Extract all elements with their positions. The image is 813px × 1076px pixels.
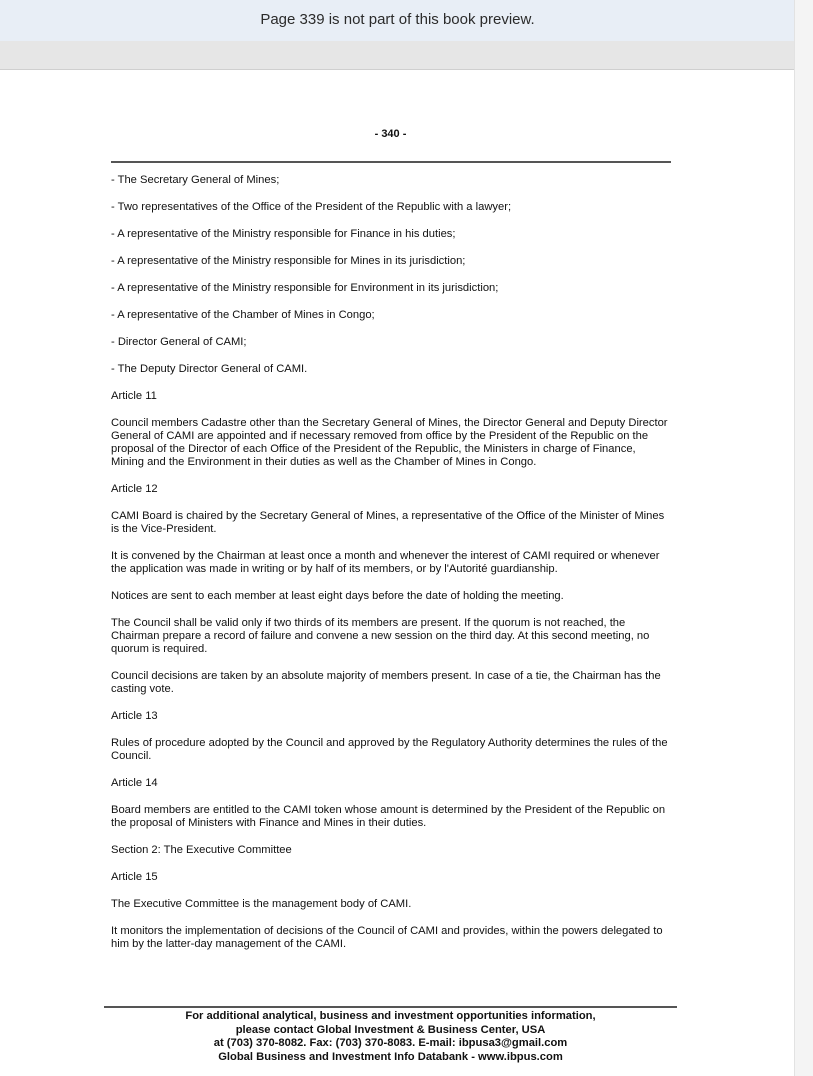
article-14-text: Board members are entitled to the CAMI token whose amount is determined by the President of the Republic on the proposal of Ministers with Finance and Mines in their duties.: [111, 804, 666, 829]
scrollbar[interactable]: [794, 0, 813, 1076]
list-item-chamber-rep: - A representative of the Chamber of Mines in Congo;: [111, 309, 375, 321]
article-12-text-4: The Council shall be valid only if two thirds of its members are present. If the quorum is not reached, the Chairman prepare a record of failure and convene a new session on the third day. At this second meeting, no quorum is required.: [111, 617, 650, 655]
article-13-text: Rules of procedure adopted by the Council and approved by the Regulatory Authority determines the rules of the Council.: [111, 737, 668, 762]
page-footer: [104, 1010, 677, 1064]
footer-line: Global Business and Investment Info Databank - www.ibpus.com: [218, 1050, 563, 1063]
footer-divider: [104, 1006, 677, 1008]
page-number: - 340 -: [374, 128, 407, 140]
article-12-text-1: CAMI Board is chaired by the Secretary General of Mines, a representative of the Office of the Minister of Mines is the Vice-President.: [111, 510, 665, 535]
list-item-finance-rep: - A representative of the Ministry responsible for Finance in his duties;: [111, 228, 456, 240]
section-2-heading: Section 2: The Executive Committee: [111, 844, 292, 856]
article-15-heading: Article 15: [111, 871, 158, 883]
footer-line: at (703) 370-8082. Fax: (703) 370-8083. E-mail: ibpusa3@gmail.com: [213, 1037, 568, 1049]
preview-notice-banner: [0, 0, 795, 41]
footer-line: please contact Global Investment & Business Center, USA: [235, 1023, 546, 1036]
article-14-heading: Article 14: [111, 777, 158, 789]
article-11-text: Council members Cadastre other than the Secretary General of Mines, the Director General and Deputy Director General of CAMI are appointed and if necessary removed from office by the President of the Republic on the proposal of the Director of each Office of the President of the Republic, the Ministers in charge of Finance, Mining and the Environment in their duties as well as the Chamber of Mines in Congo.: [111, 417, 668, 468]
list-item-secretary-general: - The Secretary General of Mines;: [111, 174, 280, 186]
list-item-deputy-director: - The Deputy Director General of CAMI.: [111, 363, 308, 375]
article-12-text-2: It is convened by the Chairman at least once a month and whenever the interest of CAMI required or whenever the application was made in writing or by half of its members, or by l'Autorité guardianship.: [111, 550, 660, 575]
list-item-mines-rep: - A representative of the Ministry responsible for Mines in its jurisdiction;: [111, 255, 466, 267]
list-item-environment-rep: - A representative of the Ministry responsible for Environment in its jurisdiction;: [111, 282, 499, 294]
article-11-heading: Article 11: [111, 390, 157, 402]
list-item-president-office-reps: - Two representatives of the Office of the President of the Republic with a lawyer;: [111, 201, 512, 213]
article-12-text-5: Council decisions are taken by an absolute majority of members present. In case of a tie, the Chairman has the casting vote.: [111, 670, 661, 695]
article-15-text-1: The Executive Committee is the management body of CAMI.: [111, 898, 412, 910]
page-body: [111, 174, 671, 965]
article-12-text-3: Notices are sent to each member at least eight days before the date of holding the meeting.: [111, 590, 564, 602]
header-divider: [111, 161, 671, 163]
article-12-heading: Article 12: [111, 483, 158, 495]
article-13-heading: Article 13: [111, 710, 158, 722]
page-separator: [0, 41, 795, 70]
list-item-director-general: - Director General of CAMI;: [111, 336, 247, 348]
preview-notice-text: Page 339 is not part of this book preview.: [260, 11, 535, 28]
footer-line: For additional analytical, business and investment opportunities information,: [185, 1010, 596, 1022]
article-15-text-2: It monitors the implementation of decisions of the Council of CAMI and provides, within the powers delegated to him by the latter-day management of the CAMI.: [111, 925, 663, 950]
